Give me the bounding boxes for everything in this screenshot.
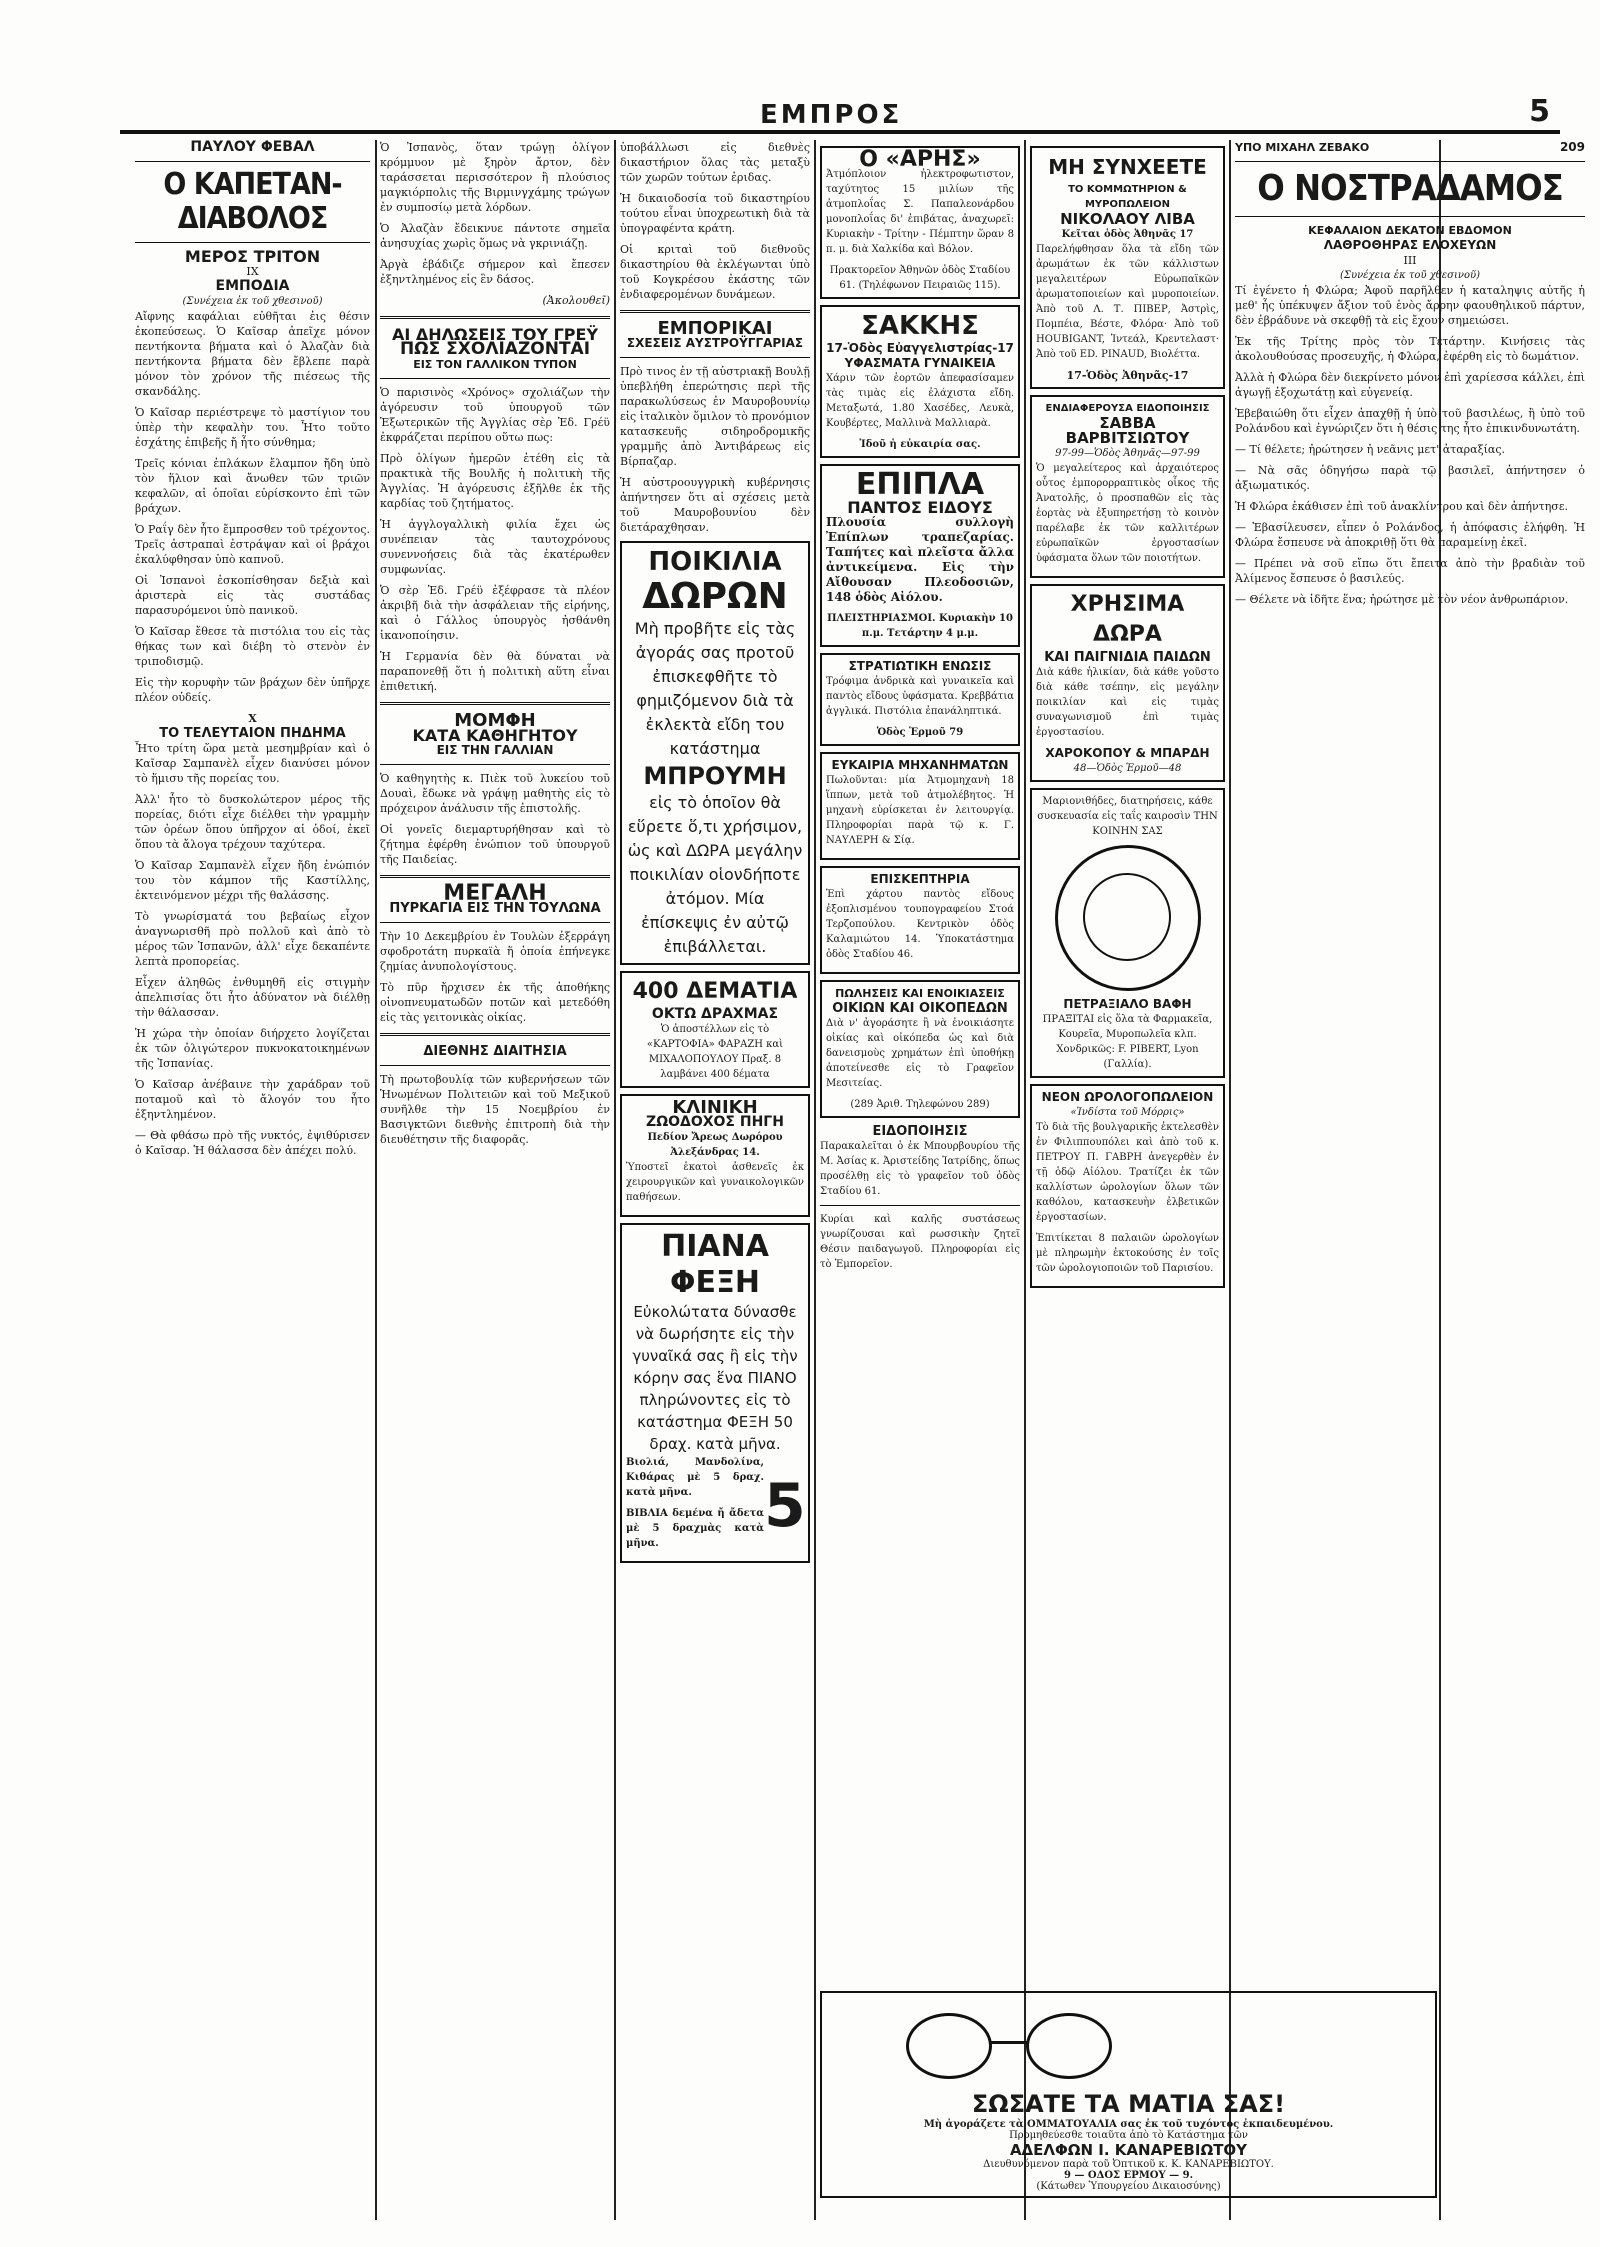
paragraph: Ἡ αὐστροουγγρικὴ κυβέρνησις ἀπήντησεν ὅτι αἱ σχέσεις μετὰ τοῦ Μαυροβουνίου δὲν διετάραχθησαν. bbox=[620, 476, 810, 534]
paragraph: Οἱ Ἰσπανοὶ ἐσκοπίσθησαν δεξιὰ καὶ ἀριστερὰ εἰς τὰς συστάδας παρασυρόμενοι ὑπὸ πανικοῦ. bbox=[135, 574, 370, 617]
paragraph: Ὁ σὲρ Ἐδ. Γρέϋ ἐξέφρασε τὰ πλέον ἀκριβῆ διὰ τὴν ἀσφάλειαν τῆς εἰρήνης, καὶ ὁ Γάλλος ὑπουργὸς ἠσθάνθη ἱκανοποίησιν. bbox=[380, 584, 610, 642]
ad-text: Πλουσία συλλογὴ Ἐπίπλων τραπεζαρίας. Ταπήτες καὶ πλεῖστα ἄλλα ἀντικείμενα. Εἰς τὴν Αἴθουσαν Πλεοδοσιῶν, 148 ὁδὸς Αἰόλου. bbox=[826, 515, 1014, 604]
ad-address: Κεῖται ὁδὸς Ἀθηνᾶς 17 bbox=[1061, 229, 1194, 240]
serial-column-1 bbox=[135, 140, 370, 2220]
notice-text: Παρακαλεῖται ὁ ἐκ Μπουρβουρίου τῆς Μ. Ἀσίας κ. Ἀριστείδης Ἰατρίδης, ὅπως προσέλθῃ εἰς τὸ γραφεῖον τοῦ ὁδὸς Σταδίου 61. bbox=[820, 1141, 1020, 1197]
ad-subheadline: ΤΟ ΚΟΜΜΩΤΗΡΙΟΝ & ΜΥΡΟΠΩΛΕΙΟΝ bbox=[1068, 184, 1187, 210]
paragraph: Ὁ καθηγητὴς κ. Πιὲκ τοῦ λυκείου τοῦ Δουαὶ, ἔδωκε νὰ γράψῃ μαθητὴς εἰς τὸ πρόχειρον ἀνάλυσιν τῆς ἐπιστολῆς. bbox=[380, 772, 610, 815]
advertisement bbox=[820, 980, 1020, 1118]
column-rule bbox=[1024, 140, 1026, 2220]
advertisement bbox=[820, 464, 1020, 647]
ad-text: Μὴ προβῆτε εἰς τὰς ἀγοράς σας προτοῦ ἐπισκεφθῆτε τὸ φημιζόμενον διὰ τὰ ἐκλεκτὰ εἴδη του κατάστημα bbox=[634, 619, 796, 758]
paragraph: — Θὰ φθάσω πρὸ τῆς νυκτός, ἐψιθύρισεν ὁ Καῖσαρ. Ἡ θάλασσα δὲν ἀπέχει πολύ. bbox=[135, 1129, 370, 1157]
ad-text: ΒΙΒΛΙΑ δεμένα ἤ ἄδετα μὲ 5 δραχμὰς κατὰ μῆνα. bbox=[626, 1508, 764, 1549]
advertisement bbox=[820, 653, 1020, 746]
article-subheadline: ΕΙΣ ΤΟΝ ΓΑΛΛΙΚΟΝ ΤΥΠΟΝ bbox=[413, 358, 577, 371]
advertisement bbox=[620, 1223, 810, 1563]
paragraph: Ὁ Ἰσπανὸς, ὅταν τρώγῃ ὀλίγον κρόμμυον μὲ ξηρὸν ἄρτον, δὲν ταράσσεται περισσότερον ἢ πλούσιος μαγκιόρπολις τῆς Βιρμινγχάμης τρώγων ἐν συμποσίῳ μετὰ λόρδων. bbox=[380, 141, 610, 214]
ad-headline: ΕΥΚΑΙΡΙΑ ΜΗΧΑΝΗΜΑΤΩΝ bbox=[831, 758, 1009, 772]
ad-headline: ΣΑΚΚΗΣ bbox=[861, 311, 979, 341]
ads-column-5 bbox=[1030, 140, 1225, 2220]
paragraph: — Νὰ σᾶς ὁδηγήσω παρὰ τῷ βασιλεῖ, ἀπήντησεν ὁ ἀξιωματικός. bbox=[1235, 464, 1585, 492]
article-headline: ΑΙ ΔΗΛΩΣΕΙΣ ΤΟΥ ΓΡΕΫ bbox=[391, 325, 599, 344]
advertisement bbox=[820, 752, 1020, 860]
paragraph: — Ἐβασίλευσεν, εἶπεν ὁ Ρολάνδος, ἡ ἀπόφασις ἐλήφθη. Ἡ Φλώρα ἔσπευσε νὰ ἀποκριθῇ ὅτι θὰ παραμείνῃ ἐκεῖ. bbox=[1235, 521, 1585, 549]
paragraph: Πρὸ ὀλίγων ἡμερῶν ἐτέθη εἰς τὰ πρακτικὰ τῆς Βουλῆς ἡ πολιτικὴ τῆς Ἀγγλίας. Ἡ ἀγόρευσις ἐξῆλθε ἐκ τῆς καρδίας τοῦ ζητήματος. bbox=[380, 452, 610, 510]
article-headline: ΔΙΕΘΝΗΣ ΔΙΑΙΤΗΣΙΑ bbox=[423, 1044, 567, 1059]
to-be-continued: (Ἀκολουθεῖ) bbox=[542, 294, 610, 307]
ad-address: Ὁδὸς Ἑρμοῦ 79 bbox=[876, 727, 964, 738]
column-rule bbox=[1229, 140, 1231, 2220]
ad-text: Τὸ διὰ τῆς βουλγαρικῆς ἐκτελεσθὲν ἐν Φιλιππουπόλει καὶ ἀπὸ τοῦ κ. ΠΕΤΡΟΥ Π. ΓΑΒΡΗ ἀνεγερθὲν ἐν τῇ ὁδῷ Αἰόλου. Τρατίζει ἐκ τῶν καλλίστων ὡρολογίων ὅλων τῶν καθόλου, κατασκευὴν ἐλβετικῶν ἐργοστασίων. bbox=[1036, 1122, 1219, 1223]
ad-headline: ΜΗ ΣΥΝΧΕΕΤΕ bbox=[1048, 155, 1207, 179]
paragraph: — Τί θέλετε; ἠρώτησεν ἡ νεᾶνις μετ' ἀταραξίας. bbox=[1235, 443, 1506, 456]
advertisement bbox=[1030, 788, 1225, 1078]
ad-address: Πρακτορεῖον Ἀθηνῶν ὁδὸς Σταδίου 61. (Τηλέφωνον Πειραιῶς 115). bbox=[829, 265, 1011, 291]
serial-title: Ο ΝΟΣΤΡΑΔΑΜΟΣ bbox=[1257, 168, 1563, 209]
ad-address: Πεδίον Ἄρεως Δωρόρου Ἀλεξάνδρας 14. bbox=[647, 1132, 783, 1158]
news-column-2 bbox=[380, 140, 610, 2220]
article-headline: ΜΟΜΦΗ bbox=[454, 710, 536, 731]
serial-author: ΠΑΥΛΟΥ ΦΕΒΑΛ bbox=[190, 140, 315, 155]
ad-headline: ΚΛΙΝΙΚΗ bbox=[672, 1097, 758, 1118]
advertisement bbox=[620, 1094, 810, 1217]
ad-text: Διὰ κάθε ἡλικίαν, διὰ κάθε γοῦστο διὰ κάθε τσέπην, εἰς μεγάλην ποικιλίαν καὶ εἰς τιμὰς συναγωνισμοῦ ἐπὶ τιμὰς ἐργοστασίου. bbox=[1036, 667, 1219, 738]
ad-text: Ὁ ἀποστέλλων εἰς τὸ «ΚΑΡΤΟΦΙΑ» ΦΑΡΑΖΗ καὶ ΜΙΧΑΛΟΠΟΥΛΟΥ Πραξ. 8 λαμβάνει 400 δέματα bbox=[646, 1024, 784, 1080]
notice-text: Κυρίαι καὶ καλῆς συστάσεως γνωρίζουσαι καὶ ρωσσικὴν ζητεῖ Θέσιν παιδαγωγοῦ. Πληροφορίαι εἰς τὸ Ἐμπορεῖον. bbox=[820, 1214, 1020, 1270]
ad-name: ΣΑΒΒΑ ΒΑΡΒΙΤΣΙΩΤΟΥ bbox=[1065, 414, 1190, 447]
paragraph: Ὁ Καῖσαρ περιέστρεψε τὸ μαστίγιον του ὑπὲρ τὴν κεφαλὴν του. Ἦτο τοῦτο ἐσχάτης ἐπιβεῆς ἤ ἦτο σύνθημα; bbox=[135, 406, 370, 449]
paragraph: Τὴ πρωτοβουλίᾳ τῶν κυβερνήσεων τῶν Ἡνωμένων Πολιτειῶν καὶ τοῦ Μεξικοῦ συνῆλθε τὴν 15 Νοεμβρίου ἐν Βασιγκτῶνι διεθνὴς ἐπιτροπὴ διὰ τὴν διευθέτησιν τῆς διαφορᾶς. bbox=[380, 1073, 610, 1146]
ad-headline: ΔΩΡΩΝ bbox=[642, 576, 788, 617]
ad-address: 48—Ὁδὸς Ἑρμοῦ—48 bbox=[1073, 763, 1182, 774]
chapter-title: ΕΜΠΟΔΙΑ bbox=[215, 278, 290, 294]
paragraph: Ἀργὰ ἐβάδιζε σήμερον καὶ ἔπεσεν ἐξηντλημένος εἰς ἓν δάσος. bbox=[380, 258, 610, 286]
paragraph: Ἡ Γερμανία δὲν θὰ δύναται νὰ παραπονεθῇ ὅτι ἡ πολιτικὴ αὕτη εἶναι ἐπιθετική. bbox=[380, 650, 610, 693]
ad-headline: Ο «ΑΡΗΣ» bbox=[859, 147, 981, 172]
continued-note: (Συνέχεια ἐκ τοῦ χθεσινοῦ) bbox=[1340, 270, 1480, 281]
paragraph: Ἀλλὰ ἡ Φλώρα δὲν διεκρίνετο μόνον ἐπὶ χαρίεσσα κάλλει, ἐπὶ ἀγωγῇ ἐξοχωτάτῃ καὶ εὐγενείᾳ. bbox=[1235, 371, 1585, 399]
eyeglasses-advertisement bbox=[820, 1991, 1437, 2198]
ads-column-4 bbox=[820, 140, 1020, 2220]
paragraph: Ὁ Καῖσαρ ἔθεσε τὰ πιστόλια του εἰς τὰς θήκας των καὶ διέβη τὸ στενὸν ἐν τριποδισμῷ. bbox=[135, 625, 370, 668]
paragraph: Ὁ παρισινὸς «Χρόνος» σχολιάζων τὴν ἀγόρευσιν τοῦ ὑπουργοῦ τῶν Ἐξωτερικῶν τῆς Ἀγγλίας σὲρ Ἐδ. Γρέϋ ἐκφράζεται περίπου οὕτω πως: bbox=[380, 386, 610, 444]
paragraph: Εἰς τὴν κορυφὴν τῶν βράχων δὲν ὑπῆρχε πλέον οὐδείς. bbox=[135, 676, 370, 704]
chapter-number: III bbox=[1403, 254, 1417, 267]
paragraph: Οἱ γονεῖς διεμαρτυρήθησαν καὶ τὸ ζήτημα ἐφέρθη ἐνώπιον τοῦ ὑπουργοῦ τῆς Παιδείας. bbox=[380, 823, 610, 866]
ad-subheadline: ΠΑΝΤΟΣ ΕΙΔΟΥΣ bbox=[847, 498, 993, 517]
paragraph: Ἡ χώρα τὴν ὁποίαν διήρχετο λογίζεται ἐκ τῶν ὀλιγώτερον πυκνοκατοικημένων τῆς Ἰσπανίας. bbox=[135, 1027, 370, 1070]
ad-footer: Ἰδοῦ ἡ εὐκαιρία σας. bbox=[859, 439, 981, 450]
chapter-title: ΛΑΘΡΟΘΗΡΑΣ ΕΛΟΧΕΥΩΝ bbox=[1323, 238, 1497, 252]
paragraph: Ἀλλ' ἦτο τὸ δυσκολώτερον μέρος τῆς πορείας, διότι εἶχε διέλθει τὴν γραμμὴν τῶν ὀρέων ὅπου ὑπῆρχον αἱ ὁδοί, ἐκεῖ ὅπου τὰ ἄλογα τρέχουν ταχύτερα. bbox=[135, 793, 370, 851]
ad-subheadline: «Ἰνδίστα τοῦ Μόρρις» bbox=[1070, 1107, 1185, 1118]
ad-headline: ΕΠΙΣΚΕΠΤΗΡΙΑ bbox=[870, 872, 970, 886]
ad-subheadline: ΖΩΟΔΟΧΟΣ ΠΗΓΗ bbox=[646, 1114, 784, 1130]
paragraph: Ἐκ τῆς Τρίτης πρὸς τὸν Τετάρτην. Κινήσεις τὰς ἀκολουθούσας προσευχῆς, ἡ Φλώρα, ἐφέρθη εἰς τὸ δωμάτιον. bbox=[1235, 335, 1585, 363]
ad-text: Πωλοῦνται: μία Ἀτμομηχανὴ 18 ἵππων, μετὰ τοῦ ἀτμολέβητος. Ἡ μηχανὴ εὑρίσκεται ἐν λειτουργίᾳ. Πληροφορίαι παρὰ τῷ κ. Γ. ΝΑΥΛΕΡΗ & Σίᾳ. bbox=[826, 775, 1014, 846]
paragraph: Ἡ δικαιοδοσία τοῦ δικαστηρίου τούτου εἶναι ὑποχρεωτικὴ διὰ τὰ ὑπογραφέντα κράτη. bbox=[620, 192, 810, 235]
article-subheadline: ΣΧΕΣΕΙΣ ΑΥΣΤΡΟΫΓΓΑΡΙΑΣ bbox=[626, 336, 804, 350]
ad-headline: ΧΡΗΣΙΜΑ ΔΩΡΑ bbox=[1070, 592, 1185, 647]
ad-text: Βιολιά, Μανδολίνα, Κιθάρας μὲ 5 δραχ. κατὰ μῆνα. bbox=[626, 1457, 764, 1498]
ad-headline: ΠΙΑΝΑ ΦΕΞΗ bbox=[661, 1229, 769, 1300]
paragraph: Ἡ ἀγγλογαλλικὴ φιλία ἔχει ὡς συνέπειαν τὰς ταυτοχρόνους συνεννοήσεις διὰ τὰς ἑκατέρωθεν συμφωνίας. bbox=[380, 518, 610, 576]
notice-headline: ΕΙΔΟΠΟΙΗΣΙΣ bbox=[872, 1124, 968, 1139]
serial-number: 209 bbox=[1559, 140, 1585, 154]
chapter-title: ΤΟ ΤΕΛΕΥΤΑΙΟΝ ΠΗΔΗΜΑ bbox=[159, 726, 346, 741]
paragraph: — Πρέπει νὰ σοῦ εἴπω ὅτι ἔπειτα ἀπὸ τὴν βραδιὰν τοῦ Ἀλίμενος ἔσπευσε ὁ βασιλεύς. bbox=[1235, 557, 1585, 585]
ad-text: Ἐπιτίκεται 8 παλαιῶν ὡρολογίων μὲ πληρωμὴν ἐκτοκούσης ἐν τοῖς τῶν ὡρολογιοποιῶν τοῦ Παρισίου. bbox=[1036, 1233, 1219, 1274]
ad-text: Διὰ ν' ἀγοράσητε ἢ νὰ ἐνοικιάσητε οἰκίας καὶ οἰκόπεδα ὡς καὶ διὰ δανεισμοὺς χρημάτων ἐπὶ ὑποθήκῃ ἀποτείνεσθε εἰς τὸ Γραφεῖον Μεσιτείας. bbox=[826, 1018, 1014, 1089]
ad-footer: ΠΛΕΙΣΤΗΡΙΑΣΜΟΙ. Κυριακὴν 10 π.μ. Τετάρτην 4 μ.μ. bbox=[827, 613, 1013, 639]
ad-headline: ΝΕΟΝ ΩΡΟΛΟΓΟΠΩΛΕΙΟΝ bbox=[1041, 1090, 1214, 1104]
advertisement bbox=[1030, 395, 1225, 578]
ad-subheadline: ΟΙΚΙΩΝ ΚΑΙ ΟΙΚΟΠΕΔΩΝ bbox=[832, 1001, 1008, 1016]
advertisement bbox=[820, 866, 1020, 974]
paragraph: Πρὸ τινος ἐν τῇ αὐστριακῇ Βουλῇ ὑπεβλήθη ἐπερώτησις περὶ τῆς παρακωλύσεως ἐν Μαυροβουνίῳ εἰς ἰταλικὸν ὅμιλον τὸ προνόμιον κατασκευῆς σιδηροδρομικῆς γραμμῆς ἀπὸ Ἀντιβάρεως εἰς Βίρπαζαρ. bbox=[620, 365, 810, 468]
ad-text: Μαριονιθήδες, διατηρήσεις, κάθε συσκευασία εἰς ταΐς καιροσὶν ΤΗΝ ΚΟΙΝΗΝ ΣΑΣ bbox=[1037, 796, 1218, 837]
ad-name: ΝΙΚΟΛΑΟΥ ΛΙΒΑ bbox=[1060, 210, 1195, 228]
ad-text: εἰς τὸ ὁποῖον θὰ εὕρετε ὅ,τι χρήσιμον, ὡς καὶ ΔΩΡΑ μεγάλην ποικιλίαν οἱονδήποτε ἀτόμον. Μία ἐπίσκεψις ἐν αὐτῷ ἐπιβάλλεται. bbox=[627, 793, 803, 956]
paragraph: Ἐβεβαιώθη ὅτι εἶχεν ἀπαχθῇ ἡ ὑπὸ τοῦ βασιλέως, ἢ ὑπὸ τοῦ Ρολάνδου καὶ ἐγνώριζεν ὅτι ἡ θέσις της ἦτο ἐπικινδυνωτάτη. bbox=[1235, 407, 1585, 435]
column-rule bbox=[614, 140, 616, 2220]
spectacles-icon bbox=[826, 2003, 1431, 2083]
ad-headline: ΠΟΙΚΙΛΙΑ bbox=[648, 547, 782, 577]
ad-headline: ΕΝΔΙΑΦΕΡΟΥΣΑ ΕΙΔΟΠΟΙΗΣΙΣ bbox=[1045, 403, 1210, 414]
ad-text: Ὁ μεγαλείτερος καὶ ἀρχαιότερος οὗτος ἐμπορορραπτικὸς οἶκος τῆς Ἀνατολῆς, ὁ προσπαθῶν εἰς τὰς ἑορτὰς νὰ ἐξυπηρετήσῃ τὸ κοινὸν παρέλαβε ἐκ τῶν καλλιτέρων εὐρωπαϊκῶν ἐργοστασίων ὑφάσματα ὅλων τῶν ποιοτήτων. bbox=[1036, 463, 1219, 564]
chapter-number: X bbox=[248, 712, 257, 725]
paragraph: Ἡ Φλώρα ἐκάθισεν ἐπὶ τοῦ ἀνακλίντρου καὶ δὲν ἀπήντησε. bbox=[1235, 500, 1569, 513]
ad-text: Μὴ ἀγοράζετε τὰ ΟΜΜΑΤΟΥΑΛΙΑ σας ἐκ τοῦ τυχόντος ἐκπαιδευμένου. bbox=[923, 2119, 1334, 2130]
ad-brand: ΜΠΡΟΥΜΗ bbox=[643, 762, 787, 790]
masthead bbox=[120, 94, 1560, 134]
ad-text: Ἀτμόπλοιον ἠλεκτροφωτιστον, ταχύτητος 15 μιλίων τῆς ἀτμοπλοΐας Σ. Παπαλεονάρδου μονοπλοΐας δι' ἐπιβάτας, ἀναχωρεῖ: Κυριακὴν - Τρίτην - Πέμπτην ὥραν 8 π. μ. διὰ Χαλκίδα καὶ Βόλον. bbox=[826, 169, 1014, 255]
article-headline: ΠΩΣ ΣΧΟΛΙΑΖΟΝΤΑΙ bbox=[399, 339, 591, 359]
paragraph: Οἱ κριταὶ τοῦ διεθνοῦς δικαστηρίου θὰ ἐκλέγωνται ὑπὸ τοῦ Κογκρέσου ἐκάστης τῶν ἐνδιαφερομένων δυνάμεων. bbox=[620, 243, 810, 301]
ad-footer: 17-Ὁδὸς Ἀθηνᾶς-17 bbox=[1066, 369, 1189, 382]
ad-brand: ΠΕΤΡΑΞΙΑΛΟ ΒΑΦΗ bbox=[1063, 997, 1192, 1011]
article-headline: ΕΜΠΟΡΙΚΑΙ bbox=[657, 318, 773, 339]
ad-text: Ἐπὶ χάρτου παντὸς εἴδους ἐξοπλισμένου τουπογραφείου Στοά Τερζοπούλου. Κεντρικὸν ὁδὸς Καλαμιώτου 14. Ὑποκατάστημα ὁδὸς Σταδίου 46. bbox=[826, 889, 1014, 960]
paragraph: Ἦτο τρίτη ὥρα μετὰ μεσημβρίαν καὶ ὁ Καῖσαρ Σαμπανὲλ εἶχεν διανύσει μόνον τὸ ἥμισυ τῆς πορείας του. bbox=[135, 742, 370, 785]
ad-text: Τρόφιμα ἀνδρικὰ καὶ γυναικεῖα καὶ παντὸς εἴδους ὑφάσματα. Κρεββάτια ἀγγλικά. Πιστόλια ἐπανάληπτικά. bbox=[826, 676, 1014, 717]
paragraph: Τί ἐγένετο ἡ Φλώρα; Ἀφοῦ παρῆλθεν ἡ καταληψις αὐτῆς ἡ μεθ' ἧς ὑπέκυψεν ἄξιον τοῦ ἑνὸς ἄρρην φαουθηλικοῦ πάρτυν, δὲν ἐβράδυνε νὰ σκεφθῇ τὰ εἰς ἔχουν σημειώσει. bbox=[1235, 284, 1585, 327]
paragraph: Τρεῖς κόνιαι ἐπλάκων ἔλαμπον ἤδη ὑπὸ τὸν ἥλιον καὶ ἄνωθεν τῶν τριῶν κεφαλῶν, αἱ ὁποῖαι εὑρίσκοντο ἐπὶ τῶν βράχων. bbox=[135, 457, 370, 515]
paragraph: Ὁ Ραΐγ δὲν ἦτο ἔμπροσθεν τοῦ τρέχοντος. Τρεῖς ἀστραπαὶ ἐστράψαν καὶ οἱ βράχοι ἐκαλύφθησαν ὑπὸ καπνοῦ. bbox=[135, 523, 370, 566]
ad-footer: ΠΡΑΞΙΤΑΙ εἰς ὅλα τὰ Φαρμακεῖα, Κουρεῖα, Μυροπωλεῖα κλπ. Χονδρικῶς: F. PIBERT, Lyon (Γαλλία). bbox=[1042, 1014, 1213, 1070]
advertisement bbox=[620, 971, 810, 1088]
product-seal-icon bbox=[1055, 845, 1201, 991]
paragraph: Ὁ Καῖσαρ Σαμπανὲλ εἶχεν ἤδη ἐνώπιόν του τὸν κάμπον τῆς Καστίλλης, ἐκτεινόμενον μέχρι τῆς θαλάσσης. bbox=[135, 859, 370, 902]
serial-part: ΜΕΡΟΣ ΤΡΙΤΟΝ bbox=[184, 247, 321, 266]
serial-author: ΥΠΟ ΜΙΧΑΗΛ ΖΕΒΑΚΟ bbox=[1235, 141, 1370, 154]
ad-number: 5 bbox=[764, 1471, 806, 1541]
paragraph: Τὸ πῦρ ἤρχισεν ἐκ τῆς ἀποθήκης οἰνοπνευματωδῶν ποτῶν καὶ μετεδόθη εἰς τὰς γειτονικὰς οἰκίας. bbox=[380, 981, 610, 1024]
advertisement bbox=[820, 305, 1020, 458]
ad-footer: (289 Ἀριθ. Τηλεφώνου 289) bbox=[850, 1099, 990, 1110]
chapter-heading: ΚΕΦΑΛΑΙΟΝ ΔΕΚΑΤΟΝ ΕΒΔΟΜΟΝ bbox=[1308, 224, 1512, 237]
advertisement bbox=[1030, 146, 1225, 389]
newspaper-name: ΕΜΠΡΟΣ bbox=[760, 100, 903, 130]
ad-address: 97-99—Ὁδὸς Ἀθηνᾶς—97-99 bbox=[1055, 448, 1200, 459]
article-headline: ΜΕΓΑΛΗ bbox=[443, 881, 547, 906]
ad-address: 17-Ὁδὸς Εὐαγγελιστρίας-17 bbox=[826, 341, 1014, 355]
ad-text: Προμηθεύεσθε τοιαῦτα ἀπὸ τὸ Κατάστημα τῶν bbox=[1009, 2130, 1248, 2141]
ad-text: Ὑποστεῖ ἑκατοὶ ἀσθενεῖς ἐκ χειρουργικῶν καὶ γυναικολογικῶν παθήσεων. bbox=[626, 1162, 804, 1203]
article-subheadline: ΕΙΣ ΤΗΝ ΓΑΛΛΙΑΝ bbox=[436, 743, 554, 757]
paragraph: Τὴν 10 Δεκεμβρίου ἐν Τουλὼν ἐξερράγη σφοδροτάτη πυρκαϊὰ ἥ ὁποία ἐπήνεγκε ζημίας ἀνυπολογίστους. bbox=[380, 930, 610, 973]
ad-headline: ΕΠΙΠΛΑ bbox=[855, 467, 985, 502]
ad-text: Διευθυνόμενον παρὰ τοῦ Ὀπτικοῦ κ. Κ. ΚΑΝΑΡΕΒΙΩΤΟΥ. bbox=[983, 2159, 1274, 2170]
continued-note: (Συνέχεια ἐκ τοῦ χθεσινοῦ) bbox=[182, 296, 323, 307]
advertisement bbox=[1030, 584, 1225, 782]
ad-headline: ΠΩΛΗΣΕΙΣ ΚΑΙ ΕΝΟΙΚΙΑΣΕΙΣ bbox=[835, 987, 1005, 1000]
ad-text: Χάριν τῶν ἑορτῶν ἀπεφασίσαμεν τὰς τιμὰς εἰς ἐλάχιστα εἴδη. Μεταξωτά, 1.80 Χασέδες, Λευκὰ, Κουβέρτες, Μαλλινὰ Μαλλιαρὰ. bbox=[826, 373, 1014, 429]
ad-name: ΑΔΕΛΦΩΝ Ι. ΚΑΝΑΡΕΒΙΩΤΟΥ bbox=[1009, 2141, 1248, 2159]
page-number: 5 bbox=[1529, 94, 1550, 129]
paragraph: Αἴφνης καφάλιαι εὐθῆται ἐις θέσιν ἐκοπεύσεως. Ὁ Καῖσαρ ἀπεῖχε μόνον πεντήκοντα βήματα καὶ ὁ Ἀλαζὰν διὰ πεντήκοντα βήματα δὲν ἔβλεπε παρὰ μόνον τὸν χρόνον τῆς πιέσεως τῆς σκανδάλης. bbox=[135, 310, 370, 398]
ad-name: ΧΑΡΟΚΟΠΟΥ & ΜΠΑΡΔΗ bbox=[1045, 746, 1210, 760]
chapter-number: IX bbox=[246, 265, 259, 278]
news-column-3 bbox=[620, 140, 810, 2220]
paragraph: ὑποβάλλωσι εἰς διεθνὲς δικαστήριον ὅλας τὰς μεταξὺ τῶν χωρῶν τούτων ἐριδας. bbox=[620, 141, 810, 184]
paragraph: — Θέλετε νὰ ἰδῆτε ἕνα; ἠρώτησε μὲ τὸν νέον ἀνθρωπάριον. bbox=[1235, 593, 1569, 606]
paragraph: Τὸ γνωρίσματά του βεβαίως εἶχον ἀναγνωρισθῆ πρὸ πολλοῦ καὶ ἀπὸ τὸ μέρος τῶν Ἰσπανῶν, ἀλλ' εἶχε δεκαπέντε λεπτὰ προπορείας. bbox=[135, 910, 370, 968]
advertisement bbox=[1030, 1084, 1225, 1288]
paragraph: Ὁ Ἀλαζὰν ἔδεικνυε πάντοτε σημεῖα ἀνησυχίας χωρὶς ὅμως νὰ γκρινιάζῃ. bbox=[380, 222, 610, 250]
ad-headline: ΣΤΡΑΤΙΩΤΙΚΗ ΕΝΩΣΙΣ bbox=[848, 659, 992, 673]
ad-headline: 400 ΔΕΜΑΤΙΑ bbox=[632, 979, 798, 1004]
advertisement bbox=[620, 541, 810, 965]
paragraph: Εἶχεν ἀληθῶς ἐνθυμηθῆ εἰς στιγμὴν ἀπελπισίας ὅτι ἦτο ἀδύνατον νὰ διέλθῃ τὴν θάλασσαν. bbox=[135, 976, 370, 1019]
ad-subheadline: ΚΑΙ ΠΑΙΓΝΙΔΙΑ ΠΑΙΔΩΝ bbox=[1044, 650, 1211, 665]
article-headline: ΚΑΤΑ ΚΑΘΗΓΗΤΟΥ bbox=[412, 726, 578, 745]
ad-address: 9 — ΟΔΟΣ ΕΡΜΟΥ — 9. bbox=[1063, 2170, 1194, 2181]
ad-headline: ΣΩΣΑΤΕ ΤΑ ΜΑΤΙΑ ΣΑΣ! bbox=[971, 2090, 1286, 2118]
serial-title: Ο ΚΑΠΕΤΑΝ-ΔΙΑΒΟΛΟΣ bbox=[163, 167, 342, 236]
advertisement bbox=[820, 146, 1020, 299]
serial-column-6 bbox=[1235, 140, 1585, 2220]
column-rule bbox=[375, 140, 377, 2220]
ad-text: Παρελήφθησαν ὅλα τὰ εἴδη τῶν ἀρωμάτων ἐκ τῶν κάλλιστων μεγαλειτέρων Εὐρωπαϊκῶν ἀρωματοποιείων καὶ μυροποιείων. Ἀπὸ τοῦ Λ. Τ. ΠΙΒΕΡ, Ἀστρὶς, Πομπέια, Βέστε, Φλόρα· Ἀπὸ τοῦ HOUBIGANT, Ἰντεάλ, Κρεντελαστ· Ἀπὸ τοῦ ED. PINAUD, Βιολέττα. bbox=[1036, 244, 1219, 360]
ad-text: Εὐκολώτατα δύνασθε νὰ δωρήσητε εἰς τὴν γυναῖκά σας ἢ εἰς τὴν κόρην σας ἕνα ΠΙΑΝΟ πληρώνοντες εἰς τὸ κατάστημα ΦΕΞΗ 50 δραχ. κατὰ μῆνα. bbox=[632, 1303, 798, 1453]
ad-subheadline: ΥΦΑΣΜΑΤΑ ΓΥΝΑΙΚΕΙΑ bbox=[844, 356, 996, 370]
paragraph: Ὁ Καῖσαρ ἀνέβαινε τὴν χαράδραν τοῦ ποταμοῦ καὶ τὸ ἄλογόν του ἦτο ἐξηντλημένον. bbox=[135, 1078, 370, 1121]
column-rule bbox=[814, 140, 816, 2220]
ad-footer: (Κάτωθεν Ὑπουργείου Δικαιοσύνης) bbox=[1036, 2181, 1221, 2192]
ad-subheadline: ΟΚΤΩ ΔΡΑΧΜΑΣ bbox=[651, 1006, 779, 1022]
article-headline: ΠΥΡΚΑΓΙΑ ΕΙΣ ΤΗΝ ΤΟΥΛΩΝΑ bbox=[389, 901, 601, 916]
